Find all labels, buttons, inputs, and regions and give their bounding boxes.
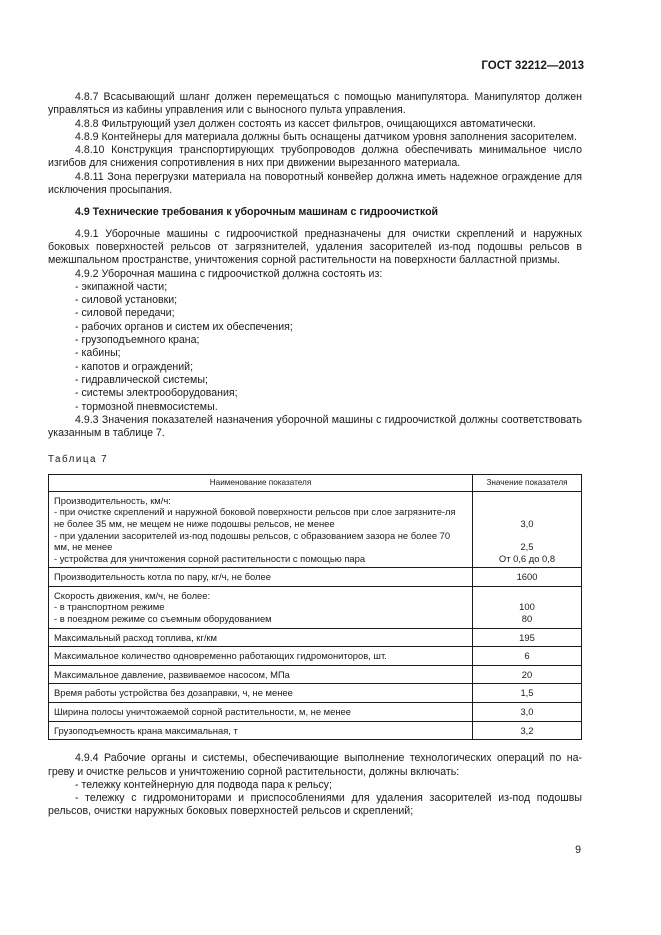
table-row [49, 568, 582, 587]
indicator-name-cell: Максимальное давление, развиваемое насосом, МПа [49, 665, 473, 684]
indicator-value-cell: 3,2 [473, 721, 582, 740]
list-item: - тележку с гидромониторами и приспособлениями для удаления засорителей из-под подошвы рельсов, очистки наружных боковых поверхностей рельсов и скреплений; [48, 792, 582, 818]
indicator-name-cell: Производительность, км/ч: - при очистке скреплений и наружной боковой поверхности рельсов при слое загрязните-ля не более 35 мм, не мещем не ниже подошвы рельсов, не менее - при удалении засорителей из-под подошвы рельсов, с образованием зазора не более 70 мм, не менее - устройства для уничтожения сорной растительности с помощью пара [49, 491, 473, 568]
paragraph-4-8-8: 4.8.8 Фильтрующий узел должен состоять из кассет фильтров, очищающихся автоматически. [75, 117, 536, 130]
list-item: - силовой установки; [75, 294, 178, 307]
table-row [49, 628, 582, 647]
section-title: 4.9 Технические требования к уборочным машинам с гидроочисткой [75, 206, 439, 219]
indicators-table [48, 474, 582, 741]
paragraph-4-8-9: 4.8.9 Контейнеры для материала должны быть оснащены датчиком уровня заполнения засорителем. [75, 130, 577, 143]
table-header-row [49, 474, 582, 491]
indicator-value-cell: 3,0 [473, 703, 582, 722]
standard-header: ГОСТ 32212—2013 [481, 60, 584, 72]
paragraph-4-8-11: 4.8.11 Зона перегрузки материала на поворотный конвейер должна иметь надежное ограждение для исключения просыпания. [48, 170, 582, 197]
table-row [49, 684, 582, 703]
indicator-value-cell: 195 [473, 628, 582, 647]
page-content [48, 91, 582, 819]
table-caption: Таблица 7 [48, 454, 109, 466]
list-item: - кабины; [75, 347, 121, 360]
indicator-name-cell: Скорость движения, км/ч, не более: - в транспортном режиме - в поездном режиме со съемным оборудованием [49, 586, 473, 628]
indicator-value-cell: 1,5 [473, 684, 582, 703]
indicator-name-cell: Время работы устройства без дозаправки, ч, не менее [49, 684, 473, 703]
indicator-name-cell: Грузоподъемность крана максимальная, т [49, 721, 473, 740]
indicator-value-cell: 100 80 [473, 586, 582, 628]
paragraph-4-9-1: 4.9.1 Уборочные машины с гидроочисткой предназначены для очистки скреплений и наружных боковых поверхностей рельсов от загрязнителей, удаления засорителей из-под подошвы рельсов в межшпальном пространстве, уничтожения сорной растительности на поверхности балластной призмы. [48, 227, 582, 267]
indicator-name-cell: Производительность котла по пару, кг/ч, не более [49, 568, 473, 587]
paragraph-4-9-4: 4.9.4 Рабочие органы и системы, обеспечивающие выполнение технологических операций по на-греву и очистке рельсов и уничтожению сорной растительности, должны включать: [48, 752, 582, 778]
column-header-name: Наименование показателя [49, 474, 473, 491]
list-item: - гидравлической системы; [75, 373, 208, 386]
paragraph-4-9-3: 4.9.3 Значения показателей назначения уборочной машины с гидроочисткой должны соответствовать указанным в таблице 7. [48, 413, 582, 440]
paragraph-4-9-2: 4.9.2 Уборочная машина с гидроочисткой должна состоять из: [75, 267, 383, 280]
table-row [49, 491, 582, 568]
list-item: - капотов и ограждений; [75, 360, 194, 373]
list-item: - тормозной пневмосистемы. [75, 400, 218, 413]
indicator-name-cell: Максимальный расход топлива, кг/км [49, 628, 473, 647]
list-item: - силовой передачи; [75, 307, 175, 320]
table-row [49, 586, 582, 628]
indicator-value-cell: 20 [473, 665, 582, 684]
list-item: - экипажной части; [75, 280, 168, 293]
page-number: 9 [575, 844, 581, 856]
table-row [49, 703, 582, 722]
table-row [49, 721, 582, 740]
list-item: - грузоподъемного крана; [75, 334, 200, 347]
paragraph-4-8-7: 4.8.7 Всасывающий шланг должен перемещаться с помощью манипулятора. Манипулятор должен управляться из кабины управления или с выносного пульта управления. [48, 91, 582, 117]
paragraph-4-8-10: 4.8.10 Конструкция транспортирующих трубопроводов должна обеспечивать минимальное число изгибов для снижения сопротивления в них при движении вырезанного материала. [48, 144, 582, 170]
list-item: - рабочих органов и систем их обеспечения; [75, 320, 293, 333]
table-row [49, 647, 582, 666]
indicator-value-cell: 6 [473, 647, 582, 666]
list-item: - системы электрооборудования; [75, 387, 238, 400]
indicator-value-cell: 3,0 2,5 От 0,6 до 0,8 [473, 491, 582, 568]
indicator-value-cell: 1600 [473, 568, 582, 587]
indicator-name-cell: Максимальное количество одновременно работающих гидромониторов, шт. [49, 647, 473, 666]
column-header-value: Значение показателя [473, 474, 582, 491]
indicator-name-cell: Ширина полосы уничтожаемой сорной растительности, м, не менее [49, 703, 473, 722]
table-row [49, 665, 582, 684]
component-list [48, 281, 582, 414]
list-item: - тележку контейнерную для подвода пара к рельсу; [75, 778, 332, 791]
